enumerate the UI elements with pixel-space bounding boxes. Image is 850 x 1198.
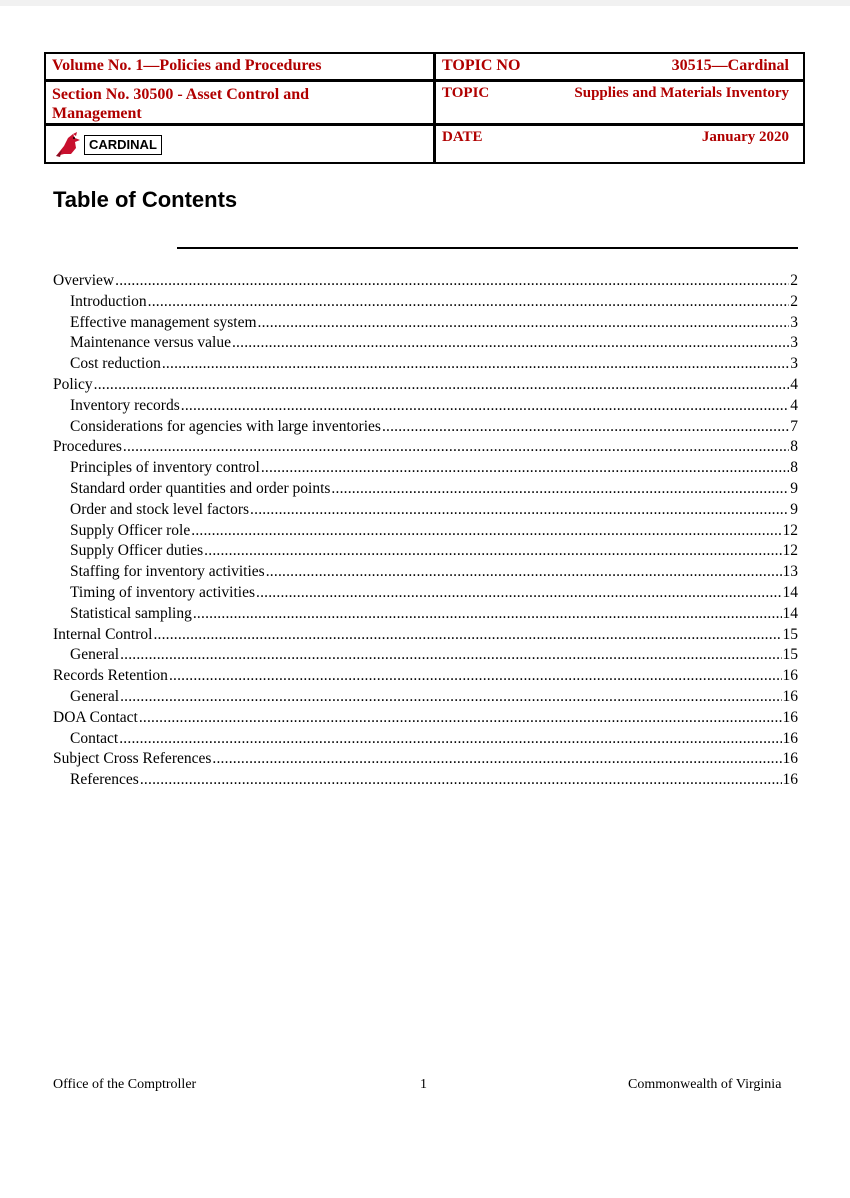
footer-right: Commonwealth of Virginia bbox=[628, 1077, 782, 1092]
toc-entry-page: 3 bbox=[790, 334, 798, 352]
toc-leader-dots bbox=[120, 645, 781, 665]
section-label: Section No. 30500 - Asset Control and Management bbox=[52, 86, 310, 122]
toc-entry[interactable] bbox=[53, 271, 798, 292]
cardinal-logo bbox=[54, 132, 168, 158]
toc-entry-page: 16 bbox=[782, 708, 798, 726]
footer-left: Office of the Comptroller bbox=[53, 1077, 197, 1092]
toc-rule bbox=[177, 247, 798, 249]
toc-entry[interactable] bbox=[53, 500, 798, 521]
toc-leader-dots bbox=[153, 625, 781, 645]
toc-entry[interactable] bbox=[53, 749, 798, 770]
toc-entry-page: 16 bbox=[782, 729, 798, 747]
toc-entry[interactable] bbox=[53, 666, 798, 687]
toc-entry-label: Maintenance versus value bbox=[70, 334, 231, 352]
toc-entry[interactable] bbox=[53, 333, 798, 354]
footer-page-number: 1 bbox=[420, 1077, 427, 1092]
toc-entry[interactable] bbox=[53, 708, 798, 729]
toc-leader-dots bbox=[94, 375, 789, 395]
toc-entry-page: 8 bbox=[790, 438, 798, 456]
toc-leader-dots bbox=[212, 749, 781, 769]
toc-entry-label: Considerations for agencies with large inventories bbox=[70, 417, 381, 435]
toc-entry[interactable] bbox=[53, 396, 798, 417]
toc-entry[interactable] bbox=[53, 645, 798, 666]
toc-entry-label: Supply Officer role bbox=[70, 521, 191, 539]
toc-entry-page: 2 bbox=[790, 292, 798, 310]
toc-entry-page: 12 bbox=[782, 521, 798, 539]
toc-entry[interactable] bbox=[53, 541, 798, 562]
toc-entry-label: Statistical sampling bbox=[70, 604, 192, 622]
toc-entry[interactable] bbox=[53, 479, 798, 500]
toc-entry[interactable] bbox=[53, 375, 798, 396]
toc-leader-dots bbox=[204, 541, 781, 561]
header-row-divider bbox=[44, 123, 805, 126]
toc-leader-dots bbox=[181, 396, 789, 416]
toc-entry-page: 16 bbox=[782, 687, 798, 705]
toc-entry-label: Contact bbox=[70, 729, 119, 747]
toc-entry-label: References bbox=[70, 771, 139, 789]
toc-leader-dots bbox=[169, 666, 782, 686]
table-of-contents bbox=[53, 271, 798, 791]
logo-wordmark: CARDINAL bbox=[84, 135, 162, 155]
topic-value: Supplies and Materials Inventory bbox=[574, 85, 789, 101]
toc-entry[interactable] bbox=[53, 562, 798, 583]
toc-leader-dots bbox=[250, 500, 789, 520]
date-value: January 2020 bbox=[701, 129, 789, 145]
toc-entry-label: General bbox=[70, 646, 120, 664]
toc-entry[interactable] bbox=[53, 292, 798, 313]
volume-label: Volume No. 1—Policies and Procedures bbox=[52, 57, 322, 74]
topic-label: TOPIC bbox=[442, 85, 490, 101]
toc-entry[interactable] bbox=[53, 313, 798, 334]
toc-entry-label: Supply Officer duties bbox=[70, 542, 204, 560]
toc-entry-label: Order and stock level factors bbox=[70, 500, 250, 518]
toc-entry-page: 14 bbox=[782, 583, 798, 601]
toc-entry-label: Policy bbox=[53, 375, 93, 393]
toc-entry-page: 12 bbox=[782, 542, 798, 560]
document-header-table bbox=[44, 52, 805, 164]
toc-entry-page: 16 bbox=[782, 771, 798, 789]
toc-entry[interactable] bbox=[53, 687, 798, 708]
toc-leader-dots bbox=[382, 417, 789, 437]
toc-leader-dots bbox=[232, 333, 789, 353]
toc-entry-page: 15 bbox=[782, 625, 798, 643]
toc-entry-label: Cost reduction bbox=[70, 355, 161, 373]
toc-entry-label: General bbox=[70, 687, 120, 705]
toc-entry-page: 16 bbox=[782, 750, 798, 768]
toc-entry[interactable] bbox=[53, 354, 798, 375]
toc-entry-page: 3 bbox=[790, 355, 798, 373]
toc-leader-dots bbox=[256, 583, 782, 603]
toc-entry[interactable] bbox=[53, 770, 798, 791]
toc-entry[interactable] bbox=[53, 437, 798, 458]
toc-entry-page: 8 bbox=[790, 459, 798, 477]
toc-entry-page: 2 bbox=[790, 272, 798, 289]
toc-entry-label: DOA Contact bbox=[53, 708, 138, 726]
toc-entry-label: Procedures bbox=[53, 438, 122, 456]
toc-leader-dots bbox=[139, 708, 782, 728]
toc-entry-page: 13 bbox=[782, 563, 798, 581]
toc-entry-page: 3 bbox=[790, 313, 798, 331]
toc-entry[interactable] bbox=[53, 604, 798, 625]
toc-entry-label: Overview bbox=[53, 272, 115, 289]
toc-entry-page: 4 bbox=[790, 396, 798, 414]
date-label: DATE bbox=[442, 129, 483, 145]
toc-entry-label: Principles of inventory control bbox=[70, 459, 260, 477]
toc-leader-dots bbox=[162, 354, 789, 374]
toc-leader-dots bbox=[120, 687, 781, 707]
toc-entry-label: Subject Cross References bbox=[53, 750, 212, 768]
toc-entry[interactable] bbox=[53, 583, 798, 604]
toc-leader-dots bbox=[191, 521, 781, 541]
toc-entry-page: 4 bbox=[790, 375, 798, 393]
toc-title: Table of Contents bbox=[53, 187, 238, 212]
toc-leader-dots bbox=[261, 458, 789, 478]
toc-entry-label: Timing of inventory activities bbox=[70, 583, 255, 601]
toc-entry-label: Staffing for inventory activities bbox=[70, 563, 265, 581]
toc-leader-dots bbox=[123, 437, 789, 457]
toc-entry-label: Effective management system bbox=[70, 313, 257, 331]
toc-entry-page: 15 bbox=[782, 646, 798, 664]
header-row-divider bbox=[44, 79, 805, 82]
toc-entry[interactable] bbox=[53, 458, 798, 479]
toc-entry-page: 7 bbox=[790, 417, 798, 435]
toc-entry[interactable] bbox=[53, 729, 798, 750]
toc-entry[interactable] bbox=[53, 625, 798, 646]
header-column-divider bbox=[433, 52, 436, 164]
toc-entry-label: Inventory records bbox=[70, 396, 180, 414]
toc-entry[interactable] bbox=[53, 521, 798, 542]
page-top-edge bbox=[0, 0, 850, 6]
toc-leader-dots bbox=[148, 292, 789, 312]
toc-leader-dots bbox=[119, 729, 781, 749]
toc-leader-dots bbox=[258, 313, 789, 333]
toc-leader-dots bbox=[115, 271, 789, 291]
toc-entry-label: Internal Control bbox=[53, 625, 153, 643]
toc-entry-page: 16 bbox=[782, 667, 798, 685]
toc-entry-page: 14 bbox=[782, 604, 798, 622]
toc-entry-label: Standard order quantities and order points bbox=[70, 479, 331, 497]
topic-no-label: TOPIC NO bbox=[442, 57, 521, 74]
toc-leader-dots bbox=[266, 562, 782, 582]
toc-leader-dots bbox=[193, 604, 782, 624]
toc-entry[interactable] bbox=[53, 417, 798, 438]
toc-leader-dots bbox=[140, 770, 782, 790]
topic-no-value: 30515—Cardinal bbox=[671, 57, 789, 74]
toc-leader-dots bbox=[331, 479, 789, 499]
toc-entry-page: 9 bbox=[790, 500, 798, 518]
toc-entry-page: 9 bbox=[790, 479, 798, 497]
toc-entry-label: Introduction bbox=[70, 292, 147, 310]
toc-entry-label: Records Retention bbox=[53, 667, 168, 685]
